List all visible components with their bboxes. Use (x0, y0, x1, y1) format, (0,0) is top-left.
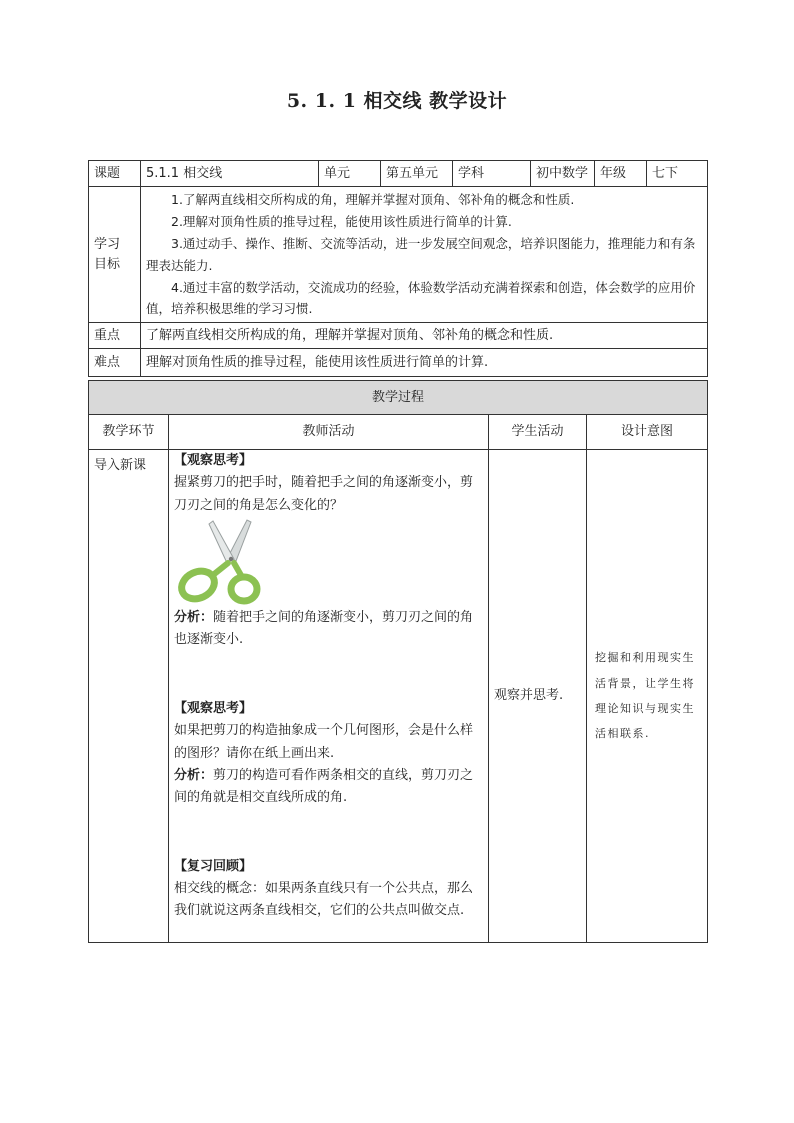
goal-item: 1.了解两直线相交所构成的角，理解并掌握对顶角、邻补角的概念和性质. (171, 192, 575, 207)
section-heading: 【观察思考】 (174, 453, 253, 468)
process-table (88, 380, 708, 943)
goals-content (141, 187, 708, 323)
student-activity: 观察并思考. (489, 450, 587, 943)
grade-value: 七下 (647, 161, 708, 187)
scissors-image (176, 517, 483, 607)
analysis-label: 分析： (174, 767, 214, 783)
unit-value: 第五单元 (381, 161, 453, 187)
goal-item: 4.通过丰富的数学活动，交流成功的经验，体验数学活动充满着探索和创造，体会数学的应用价值，培养积极思维的学习习惯. (146, 279, 696, 317)
goals-label (89, 187, 141, 323)
topic-value: 5.1.1 相交线 (141, 161, 319, 187)
analysis-label: 分析： (174, 610, 214, 626)
col-teacher: 教师活动 (169, 415, 489, 450)
topic-label: 课题 (89, 161, 141, 187)
key-point-label: 重点 (89, 323, 141, 349)
goals-label-line2: 目标 (94, 256, 121, 272)
difficulty-label: 难点 (89, 349, 141, 377)
info-table (88, 160, 708, 377)
unit-label: 单元 (319, 161, 381, 187)
col-student: 学生活动 (489, 415, 587, 450)
section-heading: 【观察思考】 (174, 700, 253, 716)
goal-item: 3.通过动手、操作、推断、交流等活动，进一步发展空间观念，培养识图能力，推理能力和有条理表达能力. (146, 235, 696, 273)
grade-label: 年级 (595, 161, 647, 187)
analysis-text: 随着把手之间的角逐渐变小，剪刀刃之间的角也逐渐变小. (174, 610, 474, 648)
question-text: 握紧剪刀的把手时，随着把手之间的角逐渐变小，剪刀刃之间的角是怎么变化的？ (174, 475, 474, 513)
goals-label-line1: 学习 (94, 237, 121, 253)
goal-item: 2.理解对顶角性质的推导过程，能使用该性质进行简单的计算. (171, 213, 512, 229)
subject-value: 初中数学 (531, 161, 595, 187)
subject-label: 学科 (453, 161, 531, 187)
review-text: 相交线的概念：如果两条直线只有一个公共点，那么我们就说这两条直线相交，它们的公共点叫做交点. (174, 880, 474, 919)
difficulty-text: 理解对顶角性质的推导过程，能使用该性质进行简单的计算. (141, 349, 708, 377)
design-intent: 挖掘和利用现实生活背景，让学生将理论知识与现实生活相联系. (587, 450, 708, 943)
question-text: 如果把剪刀的构造抽象成一个几何图形，会是什么样的图形？请你在纸上画出来. (174, 723, 474, 761)
section-heading: 【复习回顾】 (174, 858, 253, 874)
key-point-text: 了解两直线相交所构成的角，理解并掌握对顶角、邻补角的概念和性质. (141, 323, 708, 349)
scissors-icon (176, 517, 262, 607)
document-title: 5. 1. 1 相交线 教学设计 (286, 90, 508, 112)
analysis-text: 剪刀的构造可看作两条相交的直线，剪刀刃之间的角就是相交直线所成的角. (174, 767, 474, 806)
stage-cell: 导入新课 (89, 450, 169, 943)
col-stage: 教学环节 (89, 415, 169, 450)
col-design: 设计意图 (587, 415, 708, 450)
teacher-activity (169, 450, 489, 943)
process-header: 教学过程 (89, 381, 708, 415)
